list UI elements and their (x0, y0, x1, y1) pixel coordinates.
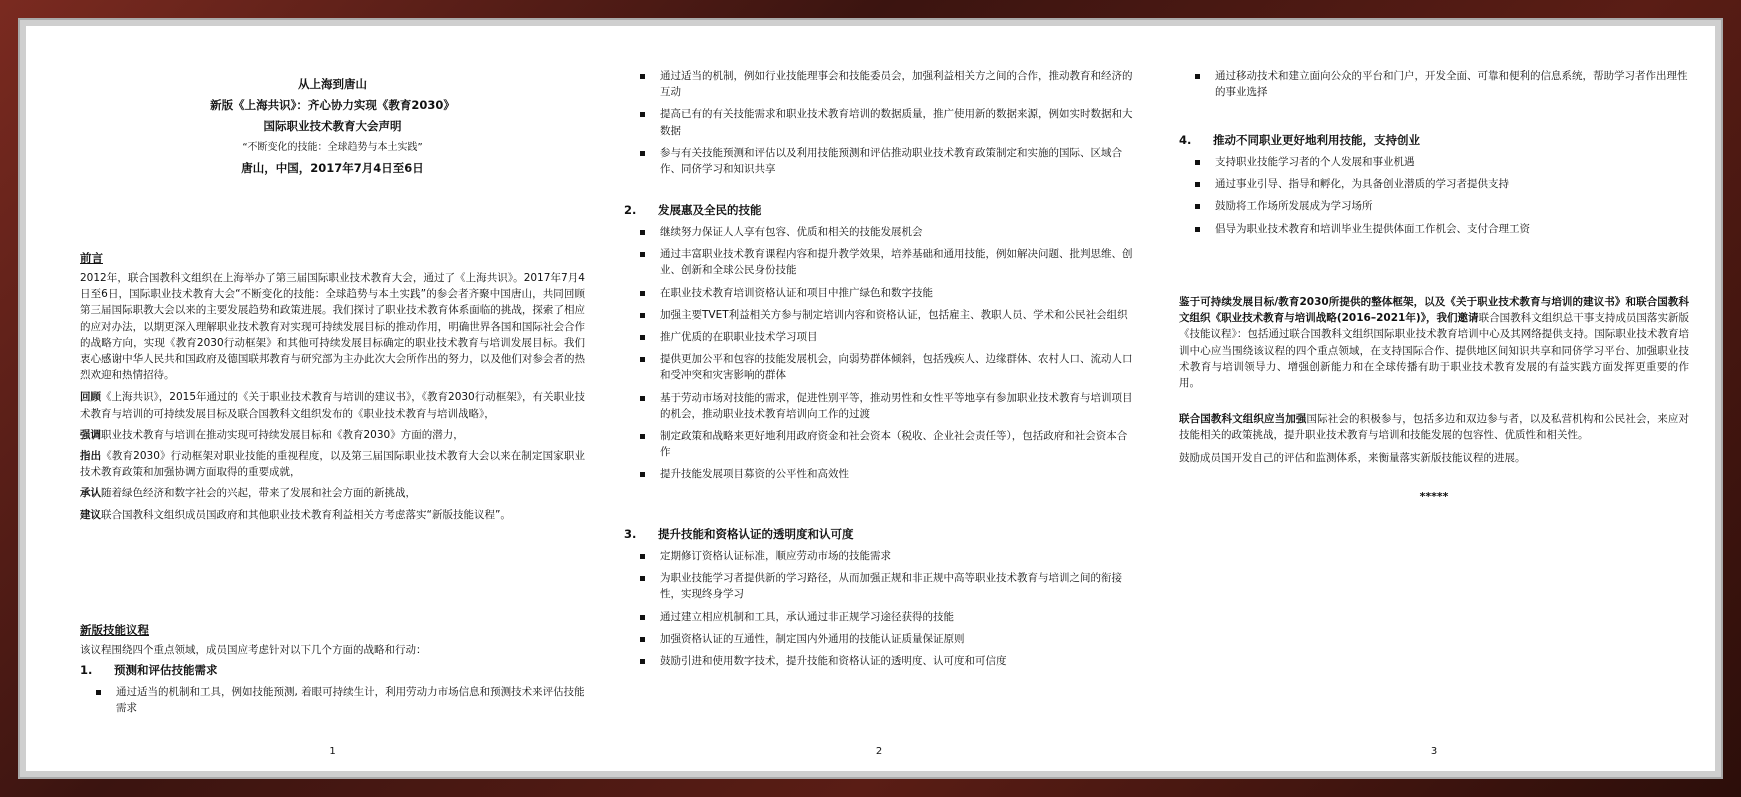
clause-note (80, 448, 585, 480)
clause-recall (80, 389, 585, 421)
closing-paragraph-1 (1179, 294, 1689, 391)
list-item: 继续努力保证人人享有包容、优质和相关的技能发展机会 (624, 224, 1134, 240)
section-title: 发展惠及全民的技能 (658, 203, 762, 217)
clause-lead: 回顾 (80, 391, 102, 404)
page-2 (624, 26, 1134, 771)
clause-lead: 承认 (80, 487, 101, 500)
list-item: 鼓励引进和使用数字技术，提升技能和资格认证的透明度、认可度和可信度 (624, 653, 1134, 669)
section-4-heading (1179, 132, 1689, 148)
list-item: 通过适当的机制和工具，例如技能预测, 着眼可持续生计，利用劳动力市场信息和预测技术来评估技能需求 (80, 684, 585, 716)
title-line-5: 唐山，中国，2017年7月4日至6日 (241, 161, 424, 175)
clause-lead: 建议 (80, 508, 101, 521)
section-title: 预测和评估技能需求 (114, 663, 218, 678)
closing-section (1179, 294, 1689, 503)
section-3 (624, 526, 1134, 675)
section-2 (624, 202, 1134, 489)
page-number: 2 (875, 746, 883, 757)
clause-text: 《教育2030》行动框架对职业技能的重视程度，以及第三届国际职业技术教育大会以来在制定国家职业技术教育政策和加强协调方面取得的重要成就， (80, 450, 585, 479)
clause-text: 联合国教科文组织成员国政府和其他职业技术教育利益相关方考虑落实“新版技能议程”。 (101, 508, 511, 521)
clause-text: 职业技术教育与培训在推动实现可持续发展目标和《教育2030》方面的潜力， (101, 428, 464, 441)
agenda-section (80, 622, 585, 723)
page-3 (1179, 26, 1689, 771)
section-2-list (624, 224, 1134, 483)
clause-acknowledge (80, 485, 585, 501)
list-item: 加强资格认证的互通性，制定国内外通用的技能认证质量保证原则 (624, 631, 1134, 647)
list-item: 通过移动技术和建立面向公众的平台和门户，开发全面、可靠和便利的信息系统，帮助学习者作出理性的事业选择 (1179, 68, 1689, 100)
list-item: 通过丰富职业技术教育课程内容和提升教学效果，培养基础和通用技能，例如解决问题、批判思维、创业、创新和全球公民身份技能 (624, 246, 1134, 278)
document-sheet (26, 26, 1715, 771)
title-block (80, 74, 585, 179)
agenda-intro: 该议程围绕四个重点领域，成员国应考虑针对以下几个方面的战略和行动： (80, 644, 427, 656)
title-line-1: 从上海到唐山 (298, 77, 367, 91)
section-2-heading (624, 202, 1134, 218)
section-4 (1179, 132, 1689, 243)
title-line-3: 国际职业技术教育大会声明 (263, 119, 402, 133)
list-item: 参与有关技能预测和评估以及利用技能预测和评估推动职业技术教育政策制定和实施的国际、区域合作、同侪学习和知识共享 (624, 145, 1134, 177)
preamble-heading: 前言 (80, 251, 103, 265)
clause-lead: 强调 (80, 428, 101, 441)
section-3-list (624, 548, 1134, 669)
section-title: 推动不同职业更好地利用技能，支持创业 (1213, 133, 1420, 147)
preamble-text: 2012年，联合国教科文组织在上海举办了第三届国际职业技术教育大会，通过了《上海共识》。2017年7月4日至6日，国际职业技术教育大会“不断变化的技能：全球趋势与本土实践”的参会者齐聚中国唐山，共同回顾第三届国际职教大会以来的主要发展趋势和政策进展。我们探讨了职业技术教育体系面临的挑战，探索了相应的应对办法，以期更深入理解职业技术教育对实现可持续发展目标的推动作用，明确世界各国和国际社会合作的战略方向，实现《教育2030行动框架》和其他可持续发展目标确定的职业技术教育与培训发展目标。我们衷心感谢中华人民共和国政府及德国联邦教育与研究部为主办此次大会所作出的努力，以及他们对参会者的热烈欢迎和热情招待。 (80, 272, 585, 382)
list-item: 通过适当的机制，例如行业技能理事会和技能委员会，加强利益相关方之间的合作，推动教育和经济的互动 (624, 68, 1134, 100)
section-title: 提升技能和资格认证的透明度和认可度 (658, 527, 854, 541)
clause-lead: 指出 (80, 450, 102, 463)
clause-text: 随着绿色经济和数字社会的兴起，带来了发展和社会方面的新挑战， (101, 487, 416, 500)
closing-paragraph-2 (1179, 411, 1689, 443)
list-item: 通过建立相应机制和工具，承认通过非正规学习途径获得的技能 (624, 609, 1134, 625)
clause-emphasize (80, 427, 585, 443)
section-number: 1. (80, 663, 93, 678)
section-3-heading (624, 526, 1134, 542)
closing-lead: 联合国教科文组织应当加强 (1179, 413, 1307, 426)
closing-lead: 鉴于可持续发展目标/教育2030所提供的整体框架，以及《关于职业技术教育与培训的建议书》和联合国教科文组织《职业技术教育与培训战略(2016–2021年)》，我们邀请 (1179, 296, 1689, 325)
closing-paragraph-3: 鼓励成员国开发自己的评估和监测体系，来衡量落实新版技能议程的进展。 (1179, 451, 1526, 464)
closing-text: 国际社会的积极参与，包括多边和双边参与者，以及私营机构和公民社会，来应对技能相关的政策挑战，提升职业技术教育与培训和技能发展的包容性、优质性和相关性。 (1179, 413, 1690, 442)
list-item: 通过事业引导、指导和孵化，为具备创业潜质的学习者提供支持 (1179, 176, 1689, 192)
list-item: 在职业技术教育培训资格认证和项目中推广绿色和数字技能 (624, 285, 1134, 301)
end-stars: ***** (1419, 489, 1449, 503)
page-number: 3 (1430, 746, 1438, 757)
list-item: 为职业技能学习者提供新的学习路径，从而加强正规和非正规中高等职业技术教育与培训之间的衔接性，实现终身学习 (624, 570, 1134, 602)
section-4-list (1179, 154, 1689, 237)
title-line-2: 新版《上海共识》：齐心协力实现《教育2030》 (210, 98, 455, 112)
section-number: 3. (624, 527, 637, 541)
list-item: 提高已有的有关技能需求和职业技术教育培训的数据质量，推广使用新的数据来源，例如实时数据和大数据 (624, 106, 1134, 138)
section-3-list-continued (1179, 68, 1689, 106)
closing-text: 联合国教科文组织总干事支持成员国落实新版《技能议程》：包括通过联合国教科文组织国际职业技术教育培训中心及其网络提供支持。国际职业技术教育培训中心应当围绕该议程的四个重点领域，在支持国际合作、提供地区间知识共享和同侪学习平台、加强职业技术教育与培训领导力、增强创新能力和在全球传播有助于职业技术教育发展的有益实践方面发挥更重要的作用。 (1179, 312, 1689, 390)
clause-recommend (80, 507, 585, 523)
section-number: 4. (1179, 133, 1192, 147)
list-item: 定期修订资格认证标准，顺应劳动市场的技能需求 (624, 548, 1134, 564)
list-item: 鼓励将工作场所发展成为学习场所 (1179, 198, 1689, 214)
page-1 (80, 26, 585, 771)
list-item: 加强主要TVET利益相关方参与制定培训内容和资格认证，包括雇主、教职人员、学术和公民社会组织 (624, 307, 1134, 323)
list-item: 推广优质的在职职业技术学习项目 (624, 329, 1134, 345)
list-item: 提升技能发展项目募资的公平性和高效性 (624, 466, 1134, 482)
list-item: 制定政策和战略来更好地利用政府资金和社会资本（税收、企业社会责任等），包括政府和社会资本合作 (624, 428, 1134, 460)
section-1-heading (80, 662, 585, 678)
agenda-heading: 新版技能议程 (80, 623, 149, 637)
page-number: 1 (329, 746, 336, 757)
preamble-section (80, 250, 585, 523)
list-item: 基于劳动市场对技能的需求，促进性别平等，推动男性和女性平等地享有参加职业技术教育与培训项目的机会，推动职业技术教育培训向工作的过渡 (624, 390, 1134, 422)
list-item: 提供更加公平和包容的技能发展机会，向弱势群体倾斜，包括残疾人、边缘群体、农村人口、流动人口和受冲突和灾害影响的群体 (624, 351, 1134, 383)
list-item: 倡导为职业技术教育和培训毕业生提供体面工作机会、支付合理工资 (1179, 221, 1689, 237)
clause-text: 《上海共识》，2015年通过的《关于职业技术教育与培训的建议书》，《教育2030行动框架》，有关职业技术教育与培训的可持续发展目标及联合国教科文组织发布的《职业技术教育与培训战略》， (80, 391, 586, 420)
section-1-list-continued (624, 68, 1134, 183)
list-item: 支持职业技能学习者的个人发展和事业机遇 (1179, 154, 1689, 170)
title-line-4: “不断变化的技能：全球趋势与本土实践” (242, 142, 423, 153)
section-1-list (80, 684, 585, 716)
section-number: 2. (624, 203, 637, 217)
